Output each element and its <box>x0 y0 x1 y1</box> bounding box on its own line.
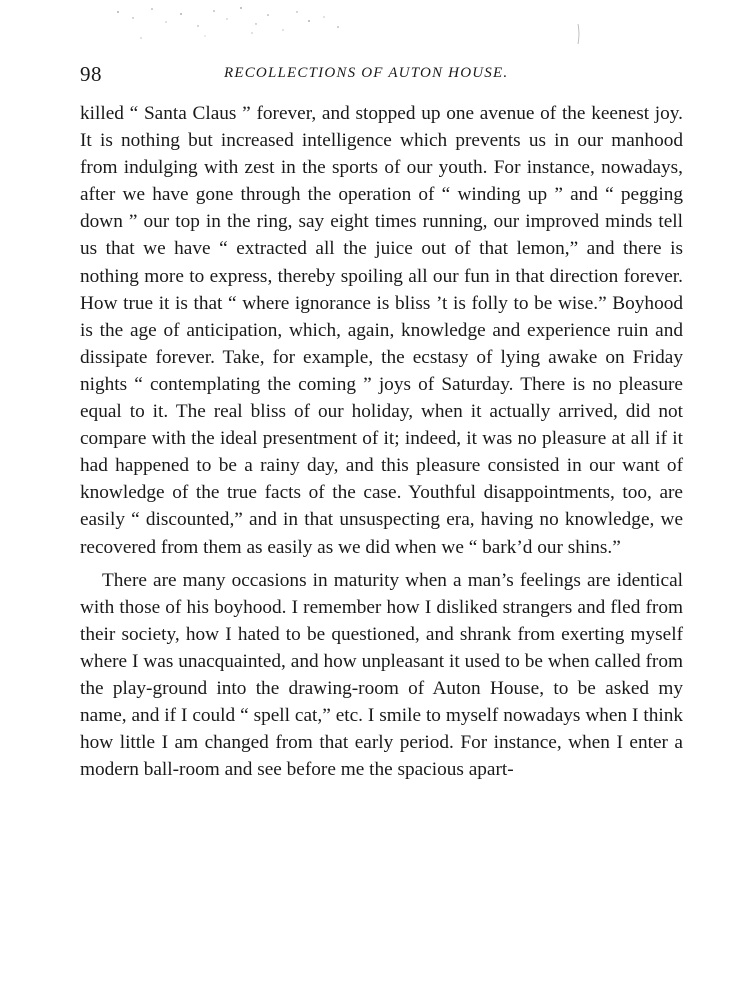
page-header <box>80 62 683 88</box>
paragraph: There are many occasions in maturity when a man’s feelings are identical with those of his boyhood. I remember how I disliked strangers and fled from their society, how I hated to be questioned, and shrank from exerting myself where I was unacquainted, and how unpleasant it used to be when called from the play-ground into the drawing-room of Auton House, to be asked my name, and if I could “ spell cat,” etc. I smile to myself nowadays when I think how little I am changed from that early period. For instance, when I enter a modern ball-room and see before me the spacious apart- <box>80 569 683 781</box>
running-title: RECOLLECTIONS OF AUTON HOUSE. <box>224 65 509 81</box>
paragraph: killed “ Santa Claus ” forever, and stopped up one avenue of the keenest joy. It is nothing but increased intelligence which prevents us in our manhood from indulging with zest in the sports of our youth. For instance, nowadays, after we have gone through the operation of “ winding up ” and “ pegging down ” our top in the ring, say eight times running, our improved minds tell us that we have “ extracted all the juice out of that lemon,” and there is nothing more to express, thereby spoiling all our fun in that direction forever. How true it is that “ where ignorance is bliss ’t is folly to be wise.” Boyhood is the age of anticipation, which, again, knowledge and experience ruin and dissipate forever. Take, for example, the ecstasy of lying awake on Friday nights “ contemplating the coming ” joys of Saturday. There is no pleasure equal to it. The real bliss of our holiday, when it actually arrived, did not compare with the ideal presentment of it; indeed, it was no pleasure at all if it had happened to be a rainy day, and this pleasure consisted in our want of knowledge of the true facts of the case. Youthful disappointments, too, are easily “ discounted,” and in that unsuspecting era, having no knowledge, we recovered from them as easily as we did when we “ bark’d our shins.” <box>80 103 683 558</box>
page-number: 98 <box>80 62 102 86</box>
body-text <box>80 100 683 783</box>
